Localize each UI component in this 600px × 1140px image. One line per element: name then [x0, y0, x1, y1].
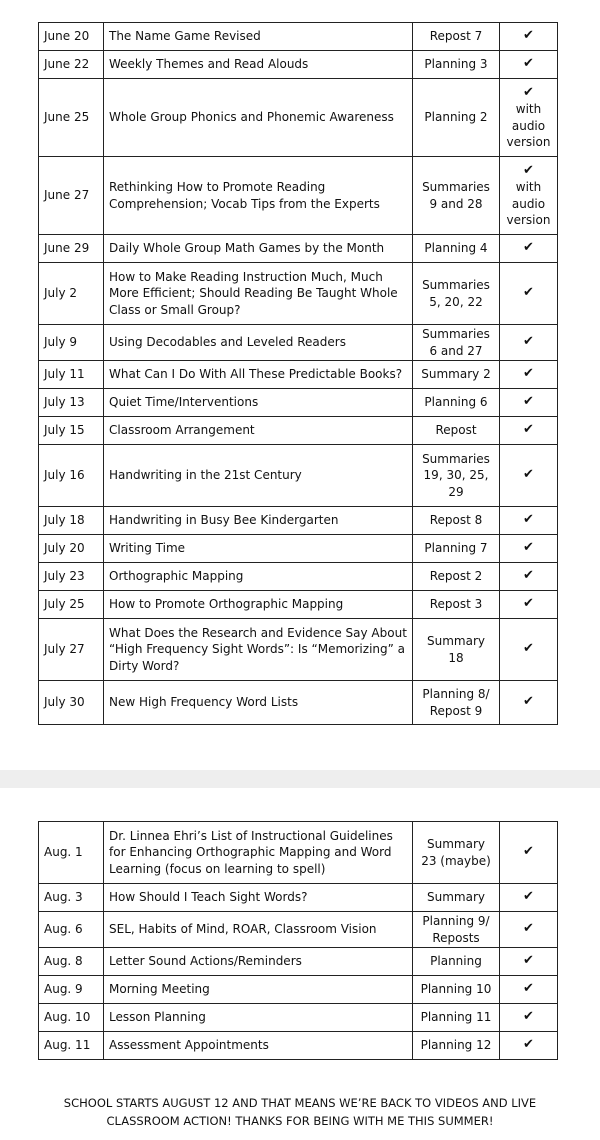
date-cell: July 27 [39, 619, 104, 681]
completed-cell [500, 681, 558, 725]
checkmark-icon: ✔ [523, 467, 534, 483]
table-row [39, 417, 558, 445]
checkmark-icon: ✔ [523, 596, 534, 612]
page-gap [0, 770, 600, 788]
table-row [39, 23, 558, 51]
source-cell: Repost 3 [413, 591, 500, 619]
audio-version-note: with audio version [506, 180, 551, 227]
date-cell: June 25 [39, 79, 104, 157]
checkmark-icon: ✔ [523, 641, 534, 657]
checkmark-icon: ✔ [523, 56, 534, 72]
completed-cell [500, 563, 558, 591]
completed-cell [500, 79, 558, 157]
source-cell: Repost [413, 417, 500, 445]
checkmark-icon: ✔ [523, 240, 534, 256]
source-cell: Planning 4 [413, 235, 500, 263]
completed-cell [500, 51, 558, 79]
date-cell: July 11 [39, 361, 104, 389]
topic-cell: How to Promote Orthographic Mapping [104, 591, 413, 619]
completed-cell [500, 417, 558, 445]
table-row [39, 445, 558, 507]
source-cell: Summary 18 [413, 619, 500, 681]
topic-cell: Quiet Time/Interventions [104, 389, 413, 417]
source-cell: Planning 12 [413, 1032, 500, 1060]
source-cell: Summaries 9 and 28 [413, 157, 500, 235]
date-cell: June 27 [39, 157, 104, 235]
table-row [39, 563, 558, 591]
table-row [39, 1032, 558, 1060]
checkmark-icon: ✔ [523, 162, 534, 178]
topic-cell: What Does the Research and Evidence Say About “High Frequency Sight Words”: Is “Memorizing” a Dirty Word? [104, 619, 413, 681]
table-row [39, 235, 558, 263]
table-row [39, 79, 558, 157]
checkmark-icon: ✔ [523, 512, 534, 528]
source-cell: Planning 2 [413, 79, 500, 157]
source-cell: Planning 8/ Repost 9 [413, 681, 500, 725]
closing-note: SCHOOL STARTS AUGUST 12 AND THAT MEANS WE’RE BACK TO VIDEOS AND LIVE CLASSROOM ACTION! THANKS FOR BEING WITH ME THIS SUMMER! [63, 1096, 537, 1128]
checkmark-icon: ✔ [523, 422, 534, 438]
topic-cell: Morning Meeting [104, 976, 413, 1004]
topic-cell: SEL, Habits of Mind, ROAR, Classroom Vision [104, 912, 413, 948]
source-cell: Repost 2 [413, 563, 500, 591]
completed-cell [500, 948, 558, 976]
topic-cell: Dr. Linnea Ehri’s List of Instructional Guidelines for Enhancing Orthographic Mapping and Word Learning (focus on learning to spell) [104, 822, 413, 884]
date-cell: July 15 [39, 417, 104, 445]
table-row [39, 912, 558, 948]
completed-cell [500, 912, 558, 948]
topic-cell: Writing Time [104, 535, 413, 563]
checkmark-icon: ✔ [523, 981, 534, 997]
completed-cell [500, 445, 558, 507]
table-row [39, 1004, 558, 1032]
checkmark-icon: ✔ [523, 394, 534, 410]
source-cell: Planning 11 [413, 1004, 500, 1032]
topic-cell: Whole Group Phonics and Phonemic Awareness [104, 79, 413, 157]
source-cell: Planning [413, 948, 500, 976]
checkmark-icon: ✔ [523, 334, 534, 350]
completed-cell [500, 1004, 558, 1032]
date-cell: Aug. 11 [39, 1032, 104, 1060]
topic-cell: How to Make Reading Instruction Much, Much More Efficient; Should Reading Be Taught Whole Class or Small Group? [104, 263, 413, 325]
completed-cell [500, 591, 558, 619]
completed-cell [500, 157, 558, 235]
table-row [39, 976, 558, 1004]
source-cell: Planning 9/ Reposts [413, 912, 500, 948]
source-cell: Planning 10 [413, 976, 500, 1004]
completed-cell [500, 619, 558, 681]
topic-cell: Classroom Arrangement [104, 417, 413, 445]
topic-cell: Rethinking How to Promote Reading Comprehension; Vocab Tips from the Experts [104, 157, 413, 235]
checkmark-icon: ✔ [523, 1037, 534, 1053]
source-cell: Repost 8 [413, 507, 500, 535]
date-cell: Aug. 6 [39, 912, 104, 948]
topic-cell: The Name Game Revised [104, 23, 413, 51]
table-row [39, 822, 558, 884]
completed-cell [500, 822, 558, 884]
completed-cell [500, 389, 558, 417]
checkmark-icon: ✔ [523, 28, 534, 44]
date-cell: June 29 [39, 235, 104, 263]
checkmark-icon: ✔ [523, 568, 534, 584]
checkmark-icon: ✔ [523, 285, 534, 301]
source-cell: Repost 7 [413, 23, 500, 51]
table-row [39, 535, 558, 563]
table-row [39, 361, 558, 389]
completed-cell [500, 976, 558, 1004]
date-cell: July 20 [39, 535, 104, 563]
date-cell: June 20 [39, 23, 104, 51]
checkmark-icon: ✔ [523, 540, 534, 556]
checkmark-icon: ✔ [523, 844, 534, 860]
completed-cell [500, 507, 558, 535]
topic-cell: Orthographic Mapping [104, 563, 413, 591]
topic-cell: What Can I Do With All These Predictable Books? [104, 361, 413, 389]
checkmark-icon: ✔ [523, 953, 534, 969]
source-cell: Planning 6 [413, 389, 500, 417]
source-cell: Planning 3 [413, 51, 500, 79]
completed-cell [500, 23, 558, 51]
source-cell: Summaries 6 and 27 [413, 325, 500, 361]
date-cell: Aug. 3 [39, 884, 104, 912]
table-row [39, 884, 558, 912]
source-cell: Summary 23 (maybe) [413, 822, 500, 884]
table-row [39, 591, 558, 619]
topic-cell: Handwriting in the 21st Century [104, 445, 413, 507]
checkmark-icon: ✔ [523, 889, 534, 905]
source-cell: Summary 2 [413, 361, 500, 389]
table-row [39, 681, 558, 725]
topic-cell: Weekly Themes and Read Alouds [104, 51, 413, 79]
table-row [39, 619, 558, 681]
table-row [39, 507, 558, 535]
source-cell: Summaries 5, 20, 22 [413, 263, 500, 325]
checkmark-icon: ✔ [523, 84, 534, 100]
checkmark-icon: ✔ [523, 1009, 534, 1025]
schedule-table-june-july [38, 22, 558, 725]
topic-cell: How Should I Teach Sight Words? [104, 884, 413, 912]
date-cell: Aug. 10 [39, 1004, 104, 1032]
checkmark-icon: ✔ [523, 694, 534, 710]
topic-cell: Using Decodables and Leveled Readers [104, 325, 413, 361]
page-two [0, 788, 600, 1140]
table-row [39, 948, 558, 976]
date-cell: July 23 [39, 563, 104, 591]
source-cell: Summary [413, 884, 500, 912]
date-cell: July 25 [39, 591, 104, 619]
audio-version-note: with audio version [506, 102, 551, 149]
topic-cell: Assessment Appointments [104, 1032, 413, 1060]
table-row [39, 325, 558, 361]
completed-cell [500, 361, 558, 389]
date-cell: July 18 [39, 507, 104, 535]
table-row [39, 389, 558, 417]
completed-cell [500, 235, 558, 263]
source-cell: Summaries 19, 30, 25, 29 [413, 445, 500, 507]
date-cell: June 22 [39, 51, 104, 79]
date-cell: July 2 [39, 263, 104, 325]
topic-cell: Lesson Planning [104, 1004, 413, 1032]
completed-cell [500, 884, 558, 912]
completed-cell [500, 1032, 558, 1060]
topic-cell: Handwriting in Busy Bee Kindergarten [104, 507, 413, 535]
date-cell: July 13 [39, 389, 104, 417]
topic-cell: Daily Whole Group Math Games by the Month [104, 235, 413, 263]
checkmark-icon: ✔ [523, 921, 534, 937]
completed-cell [500, 325, 558, 361]
date-cell: Aug. 8 [39, 948, 104, 976]
date-cell: July 16 [39, 445, 104, 507]
completed-cell [500, 535, 558, 563]
date-cell: July 9 [39, 325, 104, 361]
table-row [39, 157, 558, 235]
topic-cell: New High Frequency Word Lists [104, 681, 413, 725]
checkmark-icon: ✔ [523, 366, 534, 382]
date-cell: Aug. 1 [39, 822, 104, 884]
table-row [39, 263, 558, 325]
topic-cell: Letter Sound Actions/Reminders [104, 948, 413, 976]
table-row [39, 51, 558, 79]
date-cell: July 30 [39, 681, 104, 725]
source-cell: Planning 7 [413, 535, 500, 563]
date-cell: Aug. 9 [39, 976, 104, 1004]
completed-cell [500, 263, 558, 325]
schedule-table-august [38, 821, 558, 1060]
